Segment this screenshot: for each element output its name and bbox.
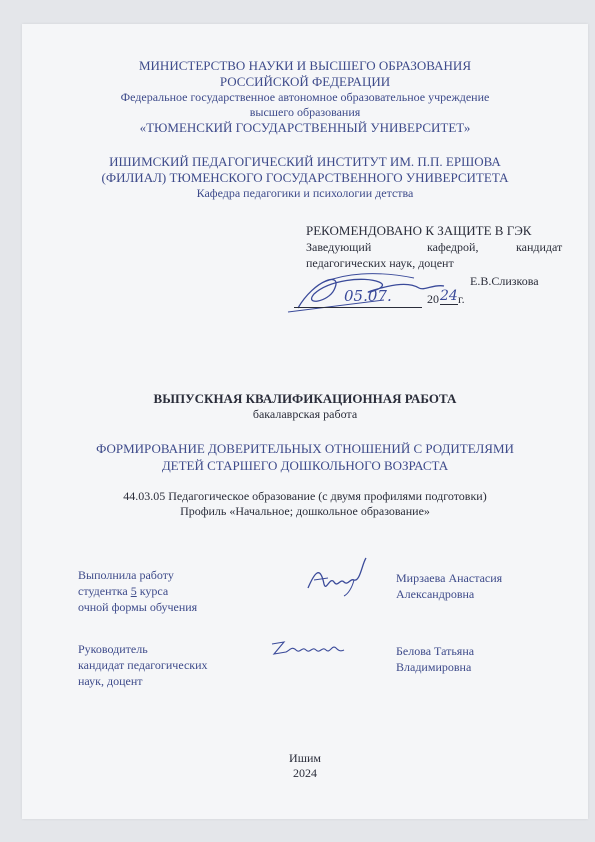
approval-position-line-2: педагогических наук, доцент — [306, 256, 454, 270]
student-course-suffix: курса — [136, 584, 169, 598]
approval-position-word-3: кандидат — [516, 240, 563, 254]
department-name: Кафедра педагогики и психологии детства — [196, 186, 414, 200]
student-name-2: Александровна — [396, 587, 475, 601]
approval-position-word-1: Заведующий — [306, 240, 372, 254]
student-course: 5 — [130, 584, 137, 598]
work-block — [22, 390, 588, 422]
approval-year-prefix: 20 — [427, 292, 439, 306]
institution-line-1: Федеральное государственное автономное образовательное учреждение — [120, 90, 490, 104]
city: Ишим — [289, 751, 321, 765]
program-block — [22, 489, 588, 519]
thesis-title — [22, 440, 588, 474]
year: 2024 — [293, 766, 317, 780]
approval-year-handwritten: 24 — [440, 288, 458, 304]
footer-block — [22, 751, 588, 781]
approval-date: 05.07. — [344, 287, 392, 305]
ministry-line-2: РОССИЙСКОЙ ФЕДЕРАЦИИ — [219, 74, 391, 89]
student-name-1: Мирзаева Анастасия — [396, 571, 503, 585]
supervisor-label-2: кандидат педагогических — [78, 658, 208, 672]
institution-line-2: высшего образования — [249, 105, 361, 119]
work-subtype: бакалаврская работа — [252, 407, 358, 421]
supervisor-name-2: Владимировна — [396, 660, 472, 674]
student-signature — [304, 554, 370, 598]
student-label-2 — [78, 584, 168, 599]
program-code: 44.03.05 Педагогическое образование (с двумя профилями подготовки) — [123, 489, 487, 503]
thesis-title-line-2: ДЕТЕЙ СТАРШЕГО ДОШКОЛЬНОГО ВОЗРАСТА — [161, 458, 449, 473]
student-label-1: Выполнила работу — [78, 568, 174, 582]
approval-year-suffix: г. — [458, 292, 465, 306]
institute-line-2: (ФИЛИАЛ) ТЮМЕНСКОГО ГОСУДАРСТВЕННОГО УНИВЕРСИТЕТА — [101, 170, 509, 185]
supervisor-label-1: Руководитель — [78, 642, 148, 656]
supervisor-label-3: наук, доцент — [78, 674, 143, 688]
supervisor-signature — [268, 636, 348, 662]
thesis-title-line-1: ФОРМИРОВАНИЕ ДОВЕРИТЕЛЬНЫХ ОТНОШЕНИЙ С РОДИТЕЛЯМИ — [96, 441, 514, 456]
student-course-prefix: студентка — [78, 584, 131, 598]
approval-head-name: Е.В.Слизкова — [470, 274, 539, 288]
ministry-line-1: МИНИСТЕРСТВО НАУКИ И ВЫСШЕГО ОБРАЗОВАНИЯ — [138, 58, 471, 73]
work-type: ВЫПУСКНАЯ КВАЛИФИКАЦИОННАЯ РАБОТА — [153, 391, 457, 406]
student-label-3: очной формы обучения — [78, 600, 198, 614]
approval-title: РЕКОМЕНДОВАНО К ЗАЩИТЕ В ГЭК — [306, 223, 532, 238]
university-name: «ТЮМЕНСКИЙ ГОСУДАРСТВЕННЫЙ УНИВЕРСИТЕТ» — [139, 120, 471, 135]
institute-line-1: ИШИМСКИЙ ПЕДАГОГИЧЕСКИЙ ИНСТИТУТ ИМ. П.П. ЕРШОВА — [109, 154, 501, 169]
institute-block — [22, 154, 588, 201]
supervisor-name-1: Белова Татьяна — [396, 644, 475, 658]
program-profile: Профиль «Начальное; дошкольное образование» — [180, 504, 430, 518]
header-block — [22, 58, 588, 136]
approval-position-word-2: кафедрой, — [427, 240, 479, 254]
document-page — [22, 24, 588, 819]
